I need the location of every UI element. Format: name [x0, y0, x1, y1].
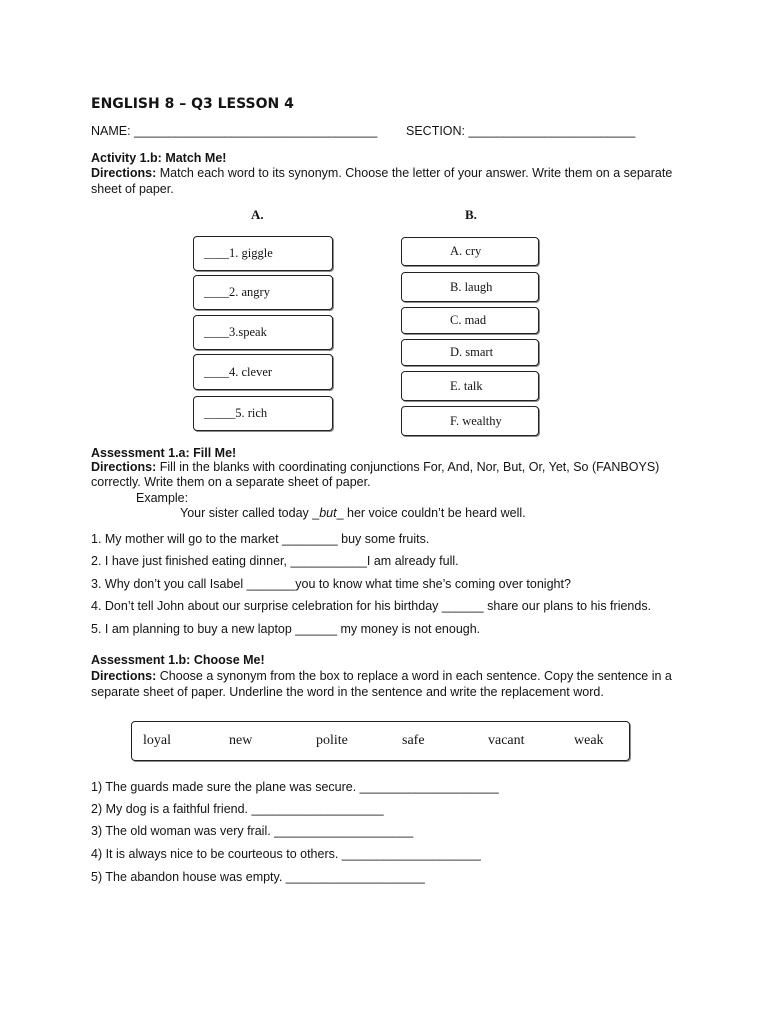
- match-word-box: [193, 396, 333, 431]
- example-label: Example:: [136, 491, 189, 505]
- section-field-line: SECTION: ________________________: [406, 124, 636, 138]
- match-word: _____5. rich: [204, 406, 268, 420]
- synonym-option-box: [401, 371, 539, 401]
- synonym-option-box: [401, 339, 539, 366]
- word-bank-word: vacant: [488, 733, 525, 748]
- synonym-option-box: [401, 307, 539, 334]
- synonym-option: C. mad: [450, 313, 487, 327]
- fill-item: 2. I have just finished eating dinner, ___________I am already full.: [91, 554, 459, 568]
- page-title: ENGLISH 8 – Q3 LESSON 4: [91, 96, 294, 112]
- directions-text: Choose a synonym from the box to replace a word in each sentence. Copy the sentence in a separate sheet of paper. Underline the word in the sentence and write the replacement word.: [91, 669, 672, 699]
- match-word: ____2. angry: [204, 285, 270, 299]
- example-pre: Your sister called today _: [180, 506, 320, 520]
- word-bank-word: new: [229, 733, 253, 748]
- synonym-option: D. smart: [450, 345, 494, 359]
- match-word-box: [193, 354, 333, 390]
- directions-text: Fill in the blanks with coordinating conjunctions For, And, Nor, But, Or, Yet, So (FANBOYS) correctly. Write them on a separate sheet of paper.: [91, 460, 660, 489]
- match-word: ____1. giggle: [204, 246, 273, 260]
- assessment-b-heading: Assessment 1.b: Choose Me!: [91, 653, 265, 667]
- fill-item: 4. Don’t tell John about our surprise celebration for his birthday ______ share our plans to his friends.: [91, 599, 652, 613]
- synonym-option: A. cry: [450, 244, 482, 258]
- fill-item: 5. I am planning to buy a new laptop ______ my money is not enough.: [91, 622, 481, 636]
- synonym-option: E. talk: [450, 378, 483, 393]
- word-bank-word: polite: [316, 733, 348, 748]
- column-a-header: A.: [251, 207, 264, 222]
- directions-label: Directions:: [91, 166, 157, 180]
- synonym-option-box: [401, 406, 539, 436]
- synonym-sentence: 4) It is always nice to be courteous to others. ____________________: [91, 847, 481, 861]
- synonym-sentence: 3) The old woman was very frail. ____________________: [91, 824, 414, 838]
- directions-text: Match each word to its synonym. Choose the letter of your answer. Write them on a separate sheet of paper.: [91, 166, 673, 196]
- match-word-box: [193, 275, 333, 310]
- match-word-box: [193, 236, 333, 271]
- word-bank-word: loyal: [143, 733, 171, 748]
- directions-label: Directions:: [91, 669, 157, 683]
- match-word: ____4. clever: [204, 364, 273, 379]
- word-bank-word: safe: [402, 733, 425, 748]
- assessment-b-directions: [91, 668, 683, 700]
- assessment-a-directions: [91, 460, 683, 490]
- name-field-line: NAME: ___________________________________: [91, 124, 378, 138]
- fill-item: 1. My mother will go to the market ________ buy some fruits.: [91, 532, 430, 546]
- word-bank-word: weak: [574, 733, 604, 748]
- example-post: _ her voice couldn’t be heard well.: [336, 506, 526, 520]
- column-b-header: B.: [465, 207, 477, 222]
- activity-directions: [91, 165, 683, 197]
- synonym-sentence: 5) The abandon house was empty. ____________________: [91, 870, 425, 884]
- activity-heading: Activity 1.b: Match Me!: [91, 151, 227, 165]
- synonym-sentence: 2) My dog is a faithful friend. ___________________: [91, 802, 384, 816]
- synonym-option-box: [401, 237, 539, 266]
- directions-label: Directions:: [91, 460, 157, 474]
- synonym-option: B. laugh: [450, 279, 493, 294]
- synonym-option: F. wealthy: [450, 413, 502, 428]
- example-sentence: [180, 505, 526, 521]
- word-bank-box: [131, 721, 630, 761]
- synonym-option-box: [401, 272, 539, 302]
- synonym-sentence: 1) The guards made sure the plane was secure. ____________________: [91, 780, 499, 794]
- match-word: ____3.speak: [204, 325, 267, 339]
- match-word-box: [193, 315, 333, 350]
- assessment-a-heading: Assessment 1.a: Fill Me!: [91, 446, 237, 460]
- example-answer: but: [319, 506, 337, 520]
- fill-item: 3. Why don’t you call Isabel _______you to know what time she’s coming over tonight?: [91, 577, 571, 591]
